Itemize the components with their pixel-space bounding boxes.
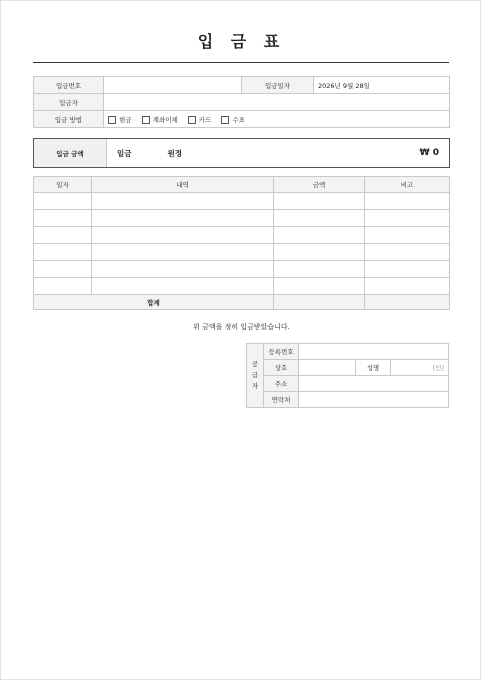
- cell-description[interactable]: [92, 210, 274, 227]
- cell-amount[interactable]: [274, 278, 365, 295]
- deposit-amount-box: [33, 138, 450, 168]
- column-header-description: 내역: [92, 177, 274, 193]
- document-title: 입 금 표: [197, 32, 286, 51]
- cell-description[interactable]: [92, 261, 274, 278]
- reg-no-field[interactable]: [299, 344, 449, 360]
- cell-description[interactable]: [92, 244, 274, 261]
- column-header-amount: 금액: [274, 177, 365, 193]
- seal-mark: (인): [391, 360, 449, 376]
- cell-date[interactable]: [34, 244, 92, 261]
- deposit-date-field[interactable]: 2026년 9월 28일: [314, 77, 450, 94]
- supplier-side-label: 공 급 자: [247, 344, 264, 408]
- cell-note[interactable]: [365, 210, 450, 227]
- supplier-table: [246, 343, 449, 408]
- cell-date[interactable]: [34, 193, 92, 210]
- address-field[interactable]: [299, 376, 449, 392]
- reg-no-label: 등록번호: [264, 344, 299, 360]
- table-row: [34, 244, 450, 261]
- cell-description[interactable]: [92, 278, 274, 295]
- table-row: [34, 227, 450, 244]
- cell-note[interactable]: [365, 244, 450, 261]
- table-row: [34, 193, 450, 210]
- cell-date[interactable]: [34, 227, 92, 244]
- representative-name-label: 성명: [356, 360, 391, 376]
- line-items-table: [33, 176, 450, 310]
- cell-amount[interactable]: [274, 193, 365, 210]
- cell-amount[interactable]: [274, 227, 365, 244]
- total-row: [34, 295, 450, 310]
- cell-date[interactable]: [34, 210, 92, 227]
- table-row: [34, 261, 450, 278]
- cell-note[interactable]: [365, 278, 450, 295]
- method-option-check[interactable]: 수표: [221, 116, 245, 124]
- cell-date[interactable]: [34, 261, 92, 278]
- company-label: 상호: [264, 360, 299, 376]
- total-label: 합계: [34, 295, 274, 310]
- cell-note[interactable]: [365, 261, 450, 278]
- table-row: [34, 278, 450, 295]
- cell-note[interactable]: [365, 193, 450, 210]
- deposit-no-label: 입금번호: [34, 77, 104, 94]
- cell-note[interactable]: [365, 227, 450, 244]
- cell-description[interactable]: [92, 193, 274, 210]
- cell-amount[interactable]: [274, 244, 365, 261]
- deposit-no-field[interactable]: [104, 77, 242, 94]
- method-option-cash[interactable]: 현금: [108, 116, 132, 124]
- amount-unit: 원정: [167, 148, 182, 158]
- deposit-method-label: 입금 방법: [34, 111, 104, 128]
- deposit-info-table: [33, 76, 450, 128]
- title-divider: [33, 62, 449, 63]
- column-header-note: 비고: [365, 177, 450, 193]
- address-label: 주소: [264, 376, 299, 392]
- deposit-date-label: 입금일자: [242, 77, 314, 94]
- company-field[interactable]: [299, 360, 356, 376]
- amount-hangul-prefix: 일금: [117, 148, 132, 158]
- method-option-transfer[interactable]: 계좌이체: [142, 116, 178, 124]
- total-note-cell[interactable]: [365, 295, 450, 310]
- total-amount-cell[interactable]: [274, 295, 365, 310]
- column-header-date: 일자: [34, 177, 92, 193]
- cell-date[interactable]: [34, 278, 92, 295]
- checkbox-icon[interactable]: [188, 116, 196, 124]
- cell-amount[interactable]: [274, 210, 365, 227]
- amount-label: 입금 금액: [34, 139, 107, 167]
- depositor-field[interactable]: [104, 94, 450, 111]
- contact-label: 연락처: [264, 392, 299, 408]
- checkbox-icon[interactable]: [142, 116, 150, 124]
- amount-value: ₩ 0: [419, 148, 439, 158]
- method-option-card[interactable]: 카드: [188, 116, 212, 124]
- table-header-row: [34, 177, 450, 193]
- depositor-label: 입금자: [34, 94, 104, 111]
- checkbox-icon[interactable]: [108, 116, 116, 124]
- contact-field[interactable]: [299, 392, 449, 408]
- checkbox-icon[interactable]: [221, 116, 229, 124]
- cell-description[interactable]: [92, 227, 274, 244]
- deposit-method-options: [104, 111, 450, 128]
- confirmation-text: 위 금액을 정히 입금받았습니다.: [193, 323, 290, 331]
- table-row: [34, 210, 450, 227]
- cell-amount[interactable]: [274, 261, 365, 278]
